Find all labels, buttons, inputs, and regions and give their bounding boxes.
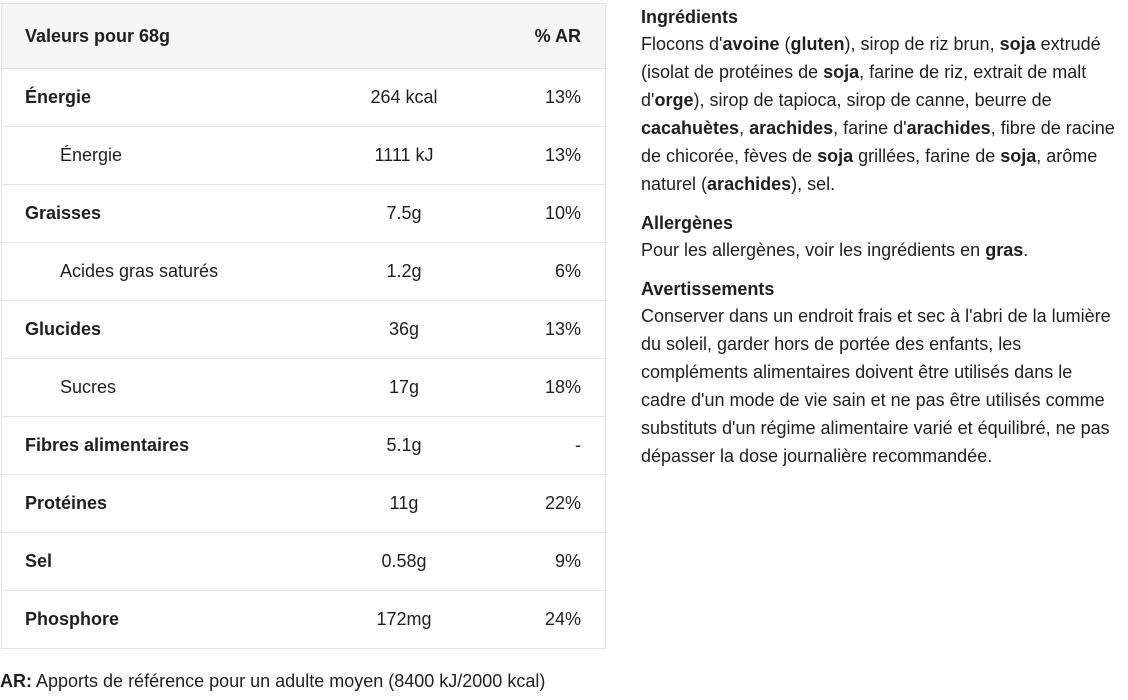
nutrient-ar: 13% <box>544 87 581 107</box>
table-row <box>2 126 605 184</box>
nutrient-ar: 6% <box>554 261 581 281</box>
table-row <box>2 358 605 416</box>
nutrient-ar: 9% <box>554 551 581 571</box>
footnote-label: AR: <box>0 671 32 691</box>
allergen-highlight: arachides <box>906 118 991 138</box>
nutrient-value: 5.1g <box>386 435 422 455</box>
text-segment: , fibre de racine de chicorée, fèves de <box>641 118 1115 166</box>
table-body <box>2 68 605 648</box>
nutrient-ar: 18% <box>544 377 581 397</box>
allergen-highlight: gras <box>985 240 1024 260</box>
nutrient-name: Protéines <box>25 493 108 513</box>
nutrient-ar: 24% <box>544 609 581 629</box>
allergen-highlight: cacahuètes <box>641 118 740 138</box>
table-row <box>2 474 605 532</box>
text-segment: grillées, farine de <box>853 146 1001 166</box>
text-segment: . <box>1023 240 1029 260</box>
nutrient-name: Acides gras saturés <box>60 261 219 281</box>
nutrient-name: Glucides <box>25 319 102 339</box>
table-row <box>2 590 605 648</box>
nutrient-value: 11g <box>389 493 419 513</box>
nutrient-ar: 13% <box>544 145 581 165</box>
nutrient-ar: 22% <box>544 493 581 513</box>
allergen-highlight: arachides <box>707 174 792 194</box>
nutrient-name: Sucres <box>60 377 117 397</box>
allergens-text <box>641 236 1121 264</box>
table-row <box>2 242 605 300</box>
nutrient-name: Phosphore <box>25 609 120 629</box>
text-segment: , <box>739 118 750 138</box>
nutrient-name: Graisses <box>25 203 102 223</box>
text-segment: ), sirop de riz brun, <box>844 34 1000 54</box>
text-segment: , farine d' <box>833 118 907 138</box>
warnings-text: Conserver dans un endroit frais et sec à l'abri de la lumière du soleil, garder hors de portée des enfants, les compléments alimentaires doivent être utilisés dans le cadre d'un mode de vie sain et ne pas être utilisés comme substituts d'un régime alimentaire varié et équilibré, ne pas dépasser la dose journalière recommandée. <box>641 306 1111 466</box>
nutrient-name: Fibres alimentaires <box>25 435 190 455</box>
text-segment: , arôme naturel ( <box>641 146 1098 194</box>
allergen-highlight: avoine <box>722 34 780 54</box>
allergen-highlight: soja <box>823 62 860 82</box>
nutrient-name: Sel <box>25 551 53 571</box>
nutrient-name: Énergie <box>60 145 123 165</box>
table-row <box>2 68 605 126</box>
footnote <box>0 671 545 692</box>
header-ar: % AR <box>534 25 581 46</box>
table-row <box>2 300 605 358</box>
warnings-title: Avertissements <box>641 279 775 299</box>
nutrient-ar: - <box>575 435 581 455</box>
nutrient-value: 17g <box>388 377 420 397</box>
text-segment: , farine de riz, extrait de malt d' <box>641 62 1087 110</box>
allergen-highlight: orge <box>654 90 694 110</box>
nutrient-value: 1111 kJ <box>374 145 434 165</box>
nutrient-value: 7.5g <box>386 203 422 223</box>
ingredients-title: Ingrédients <box>641 7 739 27</box>
product-info-panel <box>641 4 1121 482</box>
nutrient-ar: 13% <box>544 319 581 339</box>
text-segment: extrudé (isolat de protéines de <box>641 34 1101 82</box>
allergen-highlight: soja <box>999 34 1036 54</box>
nutrient-value: 264 kcal <box>370 87 438 107</box>
table-row <box>2 532 605 590</box>
allergen-highlight: soja <box>1000 146 1037 166</box>
allergen-highlight: arachides <box>749 118 834 138</box>
nutrient-name: Énergie <box>25 87 92 107</box>
nutrient-value: 1.2g <box>386 261 422 281</box>
allergen-highlight: gluten <box>790 34 845 54</box>
nutrient-ar: 10% <box>544 203 581 223</box>
ingredients-text <box>641 30 1121 198</box>
allergens-title: Allergènes <box>641 213 734 233</box>
text-segment: ( <box>779 34 791 54</box>
table-row <box>2 184 605 242</box>
text-segment: Flocons d' <box>641 34 723 54</box>
footnote-text: Apports de référence pour un adulte moyen (8400 kJ/2000 kcal) <box>32 671 546 691</box>
text-segment: ), sel. <box>791 174 836 194</box>
text-segment: ), sirop de tapioca, sirop de canne, beurre de <box>693 90 1052 110</box>
text-segment: Pour les allergènes, voir les ingrédients en <box>641 240 986 260</box>
table-header-row <box>2 4 605 68</box>
allergen-highlight: soja <box>817 146 854 166</box>
nutrition-table <box>1 3 606 649</box>
nutrient-value: 36g <box>388 319 420 339</box>
table-row <box>2 416 605 474</box>
nutrient-value: 0.58g <box>381 551 427 571</box>
header-name: Valeurs pour 68g <box>25 25 171 46</box>
nutrient-value: 172mg <box>376 609 432 629</box>
